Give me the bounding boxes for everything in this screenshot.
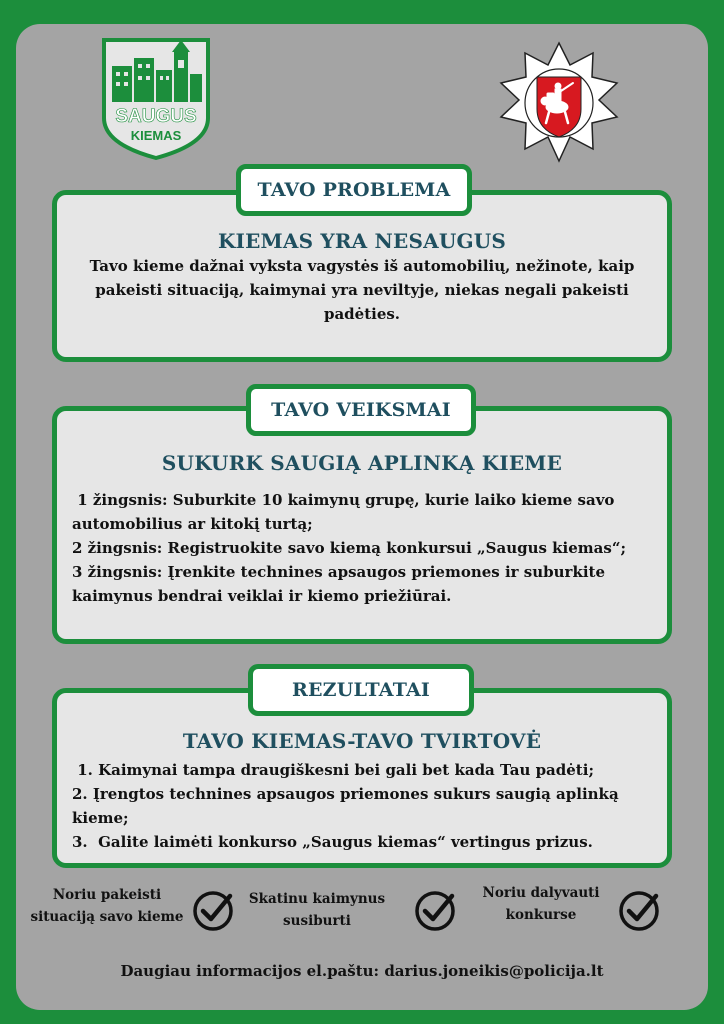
results-header: REZULTATAI <box>248 664 474 716</box>
check-label-participate <box>466 882 616 926</box>
step-line: kaimynus bendrai veiklai ir kiemo priežiūrai. <box>72 587 452 605</box>
check-label-encourage <box>238 888 396 932</box>
results-list <box>72 758 638 854</box>
result-line: kieme; <box>72 809 129 827</box>
check-label-line: susiburti <box>283 913 351 929</box>
problem-line: Tavo kieme dažnai vyksta vagystės iš automobilių, nežinote, kaip <box>89 257 635 275</box>
check-label-line: Noriu pakeisti <box>52 887 162 903</box>
step-line: 2 žingsnis: Registruokite savo kiemą konkursui „Saugus kiemas“; <box>72 539 627 557</box>
result-line: 3. Galite laimėti konkurso „Saugus kiemas“ vertingus prizus. <box>72 833 593 851</box>
step-line: 1 žingsnis: Suburkite 10 kaimynų grupę, kurie laiko kieme savo <box>72 491 615 509</box>
check-label-line: situaciją savo kieme <box>30 909 184 925</box>
footer-contact: Daugiau informacijos el.paštu: darius.joneikis@policija.lt <box>120 962 604 980</box>
result-line: 2. Įrengtos technines apsaugos priemones sukurs saugią aplinką <box>72 785 619 803</box>
check-label-line: konkurse <box>505 907 577 923</box>
result-line: 1. Kaimynai tampa draugiškesni bei gali bet kada Tau padėti; <box>72 761 594 779</box>
results-title: TAVO KIEMAS-TAVO TVIRTOVĖ <box>182 729 542 753</box>
actions-steps <box>72 488 652 608</box>
step-line: 3 žingsnis: Įrenkite technines apsaugos priemones ir suburkite <box>72 563 606 581</box>
check-label-change <box>14 884 200 928</box>
logo-text-kiemas: KIEMAS <box>130 128 182 143</box>
police-emblem <box>496 40 622 166</box>
problem-line: padėties. <box>323 305 401 323</box>
check-label-line: Skatinu kaimynus <box>248 891 386 907</box>
checkmark-icon <box>414 890 456 932</box>
actions-header: TAVO VEIKSMAI <box>246 384 476 436</box>
checkmark-icon <box>618 890 660 932</box>
checkmark-icon <box>192 890 234 932</box>
logo-text-saugus: SAUGUS <box>115 106 197 127</box>
step-line: automobilius ar kitokį turtą; <box>72 515 313 533</box>
problem-text <box>70 254 654 326</box>
problem-title: KIEMAS YRA NESAUGUS <box>217 229 507 253</box>
actions-title: SUKURK SAUGIĄ APLINKĄ KIEME <box>161 451 563 475</box>
saugus-kiemas-logo <box>98 36 214 160</box>
check-label-line: Noriu dalyvauti <box>482 885 600 901</box>
problem-header: TAVO PROBLEMA <box>236 164 472 216</box>
problem-line: pakeisti situaciją, kaimynai yra neviltyje, niekas negali pakeisti <box>95 281 629 299</box>
